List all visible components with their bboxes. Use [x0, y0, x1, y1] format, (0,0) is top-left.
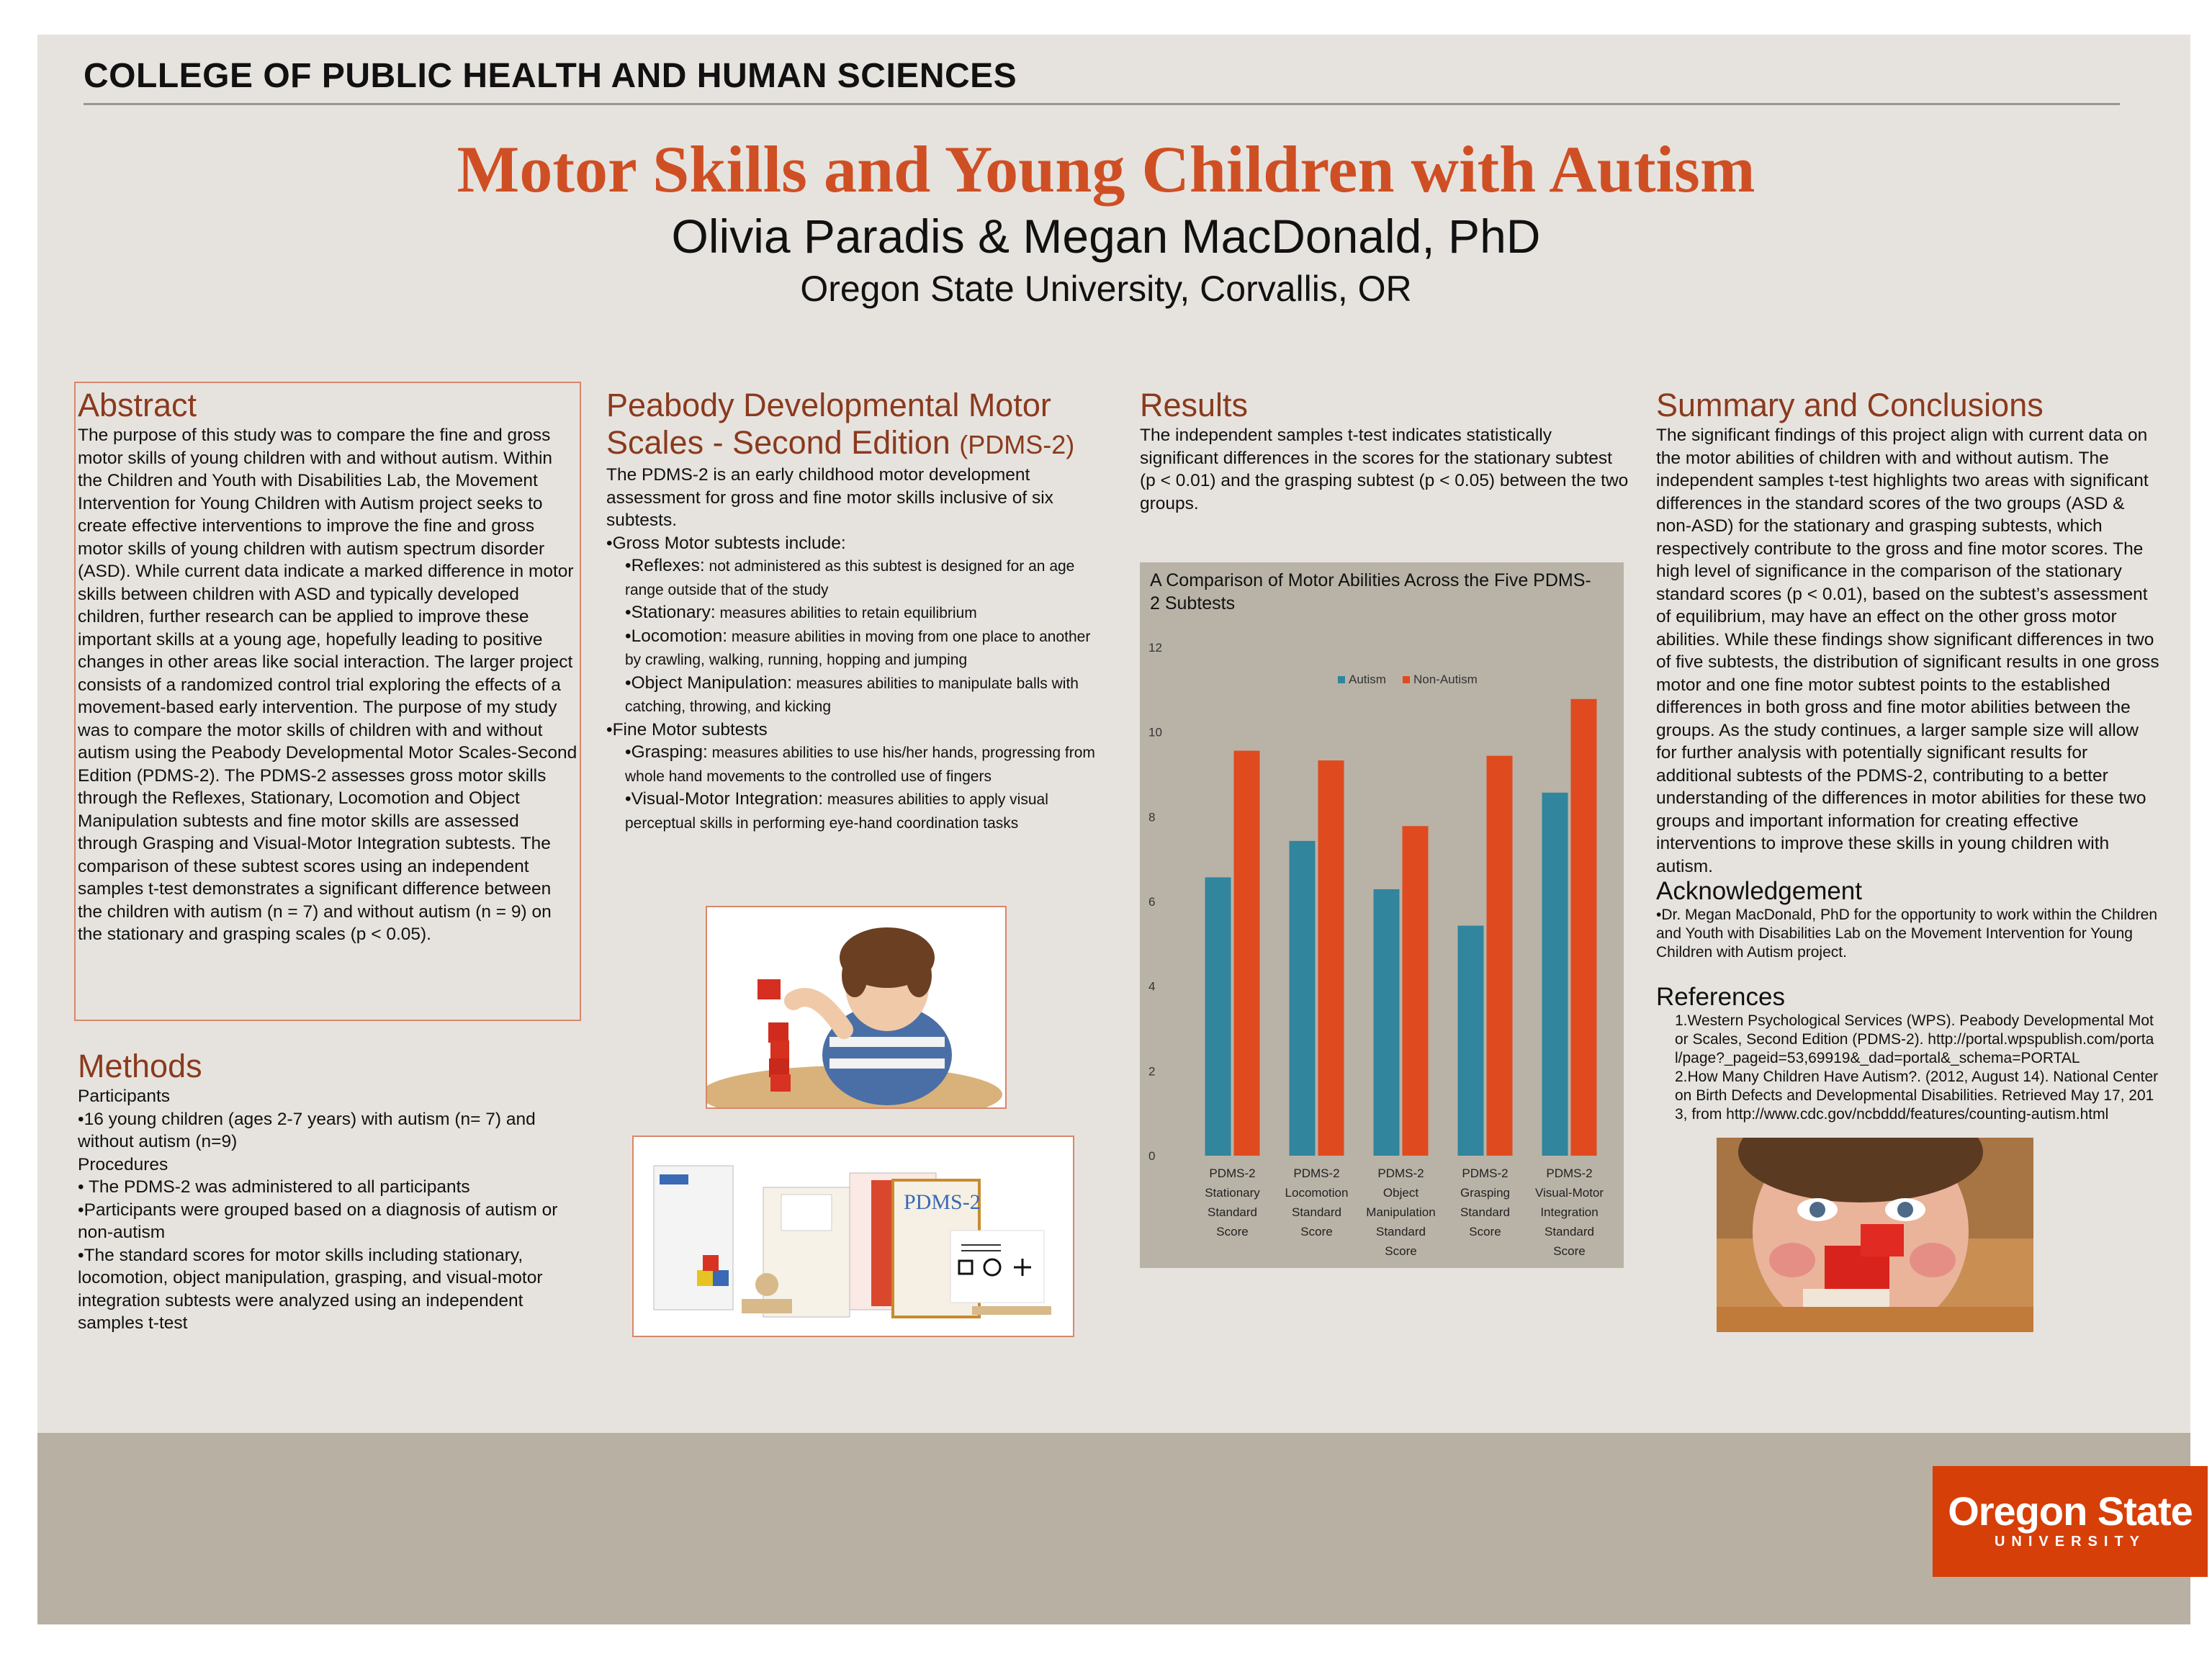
- acknowledgement-section: [1656, 877, 2160, 962]
- x-tick-label: PDMS-2 Object Manipulation Standard Score: [1366, 1166, 1436, 1258]
- bar-chart: [1140, 562, 1624, 1268]
- acknowledgement-text: •Dr. Megan MacDonald, PhD for the opportunity to work within the Children and Youth with Disabilities Lab on the Movement Intervention for Young Children with Autism project.: [1656, 907, 2158, 961]
- poster-title: Motor Skills and Young Children with Autism: [457, 132, 1755, 206]
- participants-label: Participants: [78, 1087, 171, 1106]
- subtest-desc: measure abilities in moving from one place to another by crawling, walking, running, hopping and jumping: [625, 628, 1091, 668]
- reference-item: 2.How Many Children Have Autism?. (2012, August 14). National Center on Birth Defects and Developmental Disabilities. Retrieved May 17, 2013, from http://www.cdc.gov/ncbddd/features/counting-autism.html: [1675, 1069, 2159, 1123]
- fine-motor-label: •Fine Motor subtests: [606, 719, 768, 739]
- subtest-term: •Locomotion:: [625, 626, 728, 646]
- subtest-item: [606, 554, 1110, 601]
- bar: [1458, 926, 1484, 1156]
- bar: [1318, 760, 1344, 1156]
- bar: [1290, 841, 1316, 1156]
- oregon-state-logo: [1933, 1466, 2208, 1577]
- footer-band: [37, 1433, 2190, 1624]
- abstract-text: The purpose of this study was to compare the fine and gross motor skills of young children with and without autism. Within the Children and Youth with Disabilities Lab, the Movement Intervention for Young Children with Autism project seeks to create effective interventions to improve the fine and gross motor skills of young children with autism spectrum disorder (ASD). While current data indicate a marked difference in motor skills between children with ASD and typically developed children, further research can be applied to improve these important skills at a young age, hopefully leading to positive changes in other areas like social interaction. The larger project consists of a randomized control trial exploring the effects of a movement-based early intervention. The purpose of my study was to compare the motor skills of children with and without autism using the Peabody Developmental Motor Scales-Second Edition (PDMS-2). The PDMS-2 assesses gross motor skills through the Reflexes, Stationary, Locomotion and Object Manipulation subtests and fine motor skills are assessed through Grasping and Visual-Motor Integration subtests. The comparison of these subtest scores using an independent samples t-test demonstrates a significant difference between the children with autism (n = 7) and without autism (n = 9) on the stationary and grasping scales (p < 0.05).: [78, 426, 577, 944]
- subtest-item: [606, 601, 1110, 625]
- results-heading: Results: [1140, 387, 1249, 423]
- subtest-item: [606, 741, 1110, 788]
- subtest-term: •Grasping:: [625, 742, 708, 762]
- child-block-illustration: [1717, 1138, 2033, 1332]
- participants-text: •16 young children (ages 2-7 years) with autism (n= 7) and without autism (n=9): [78, 1109, 536, 1151]
- subtest-term: •Reflexes:: [625, 556, 705, 575]
- pdms-section: [606, 387, 1110, 835]
- y-tick-label: 10: [1148, 725, 1162, 739]
- college-name: COLLEGE OF PUBLIC HEALTH AND HUMAN SCIENCES: [84, 57, 1017, 95]
- subtest-desc: measures abilities to manipulate balls with catching, throwing, and kicking: [625, 675, 1079, 715]
- y-tick-label: 6: [1148, 895, 1156, 909]
- y-tick-label: 0: [1148, 1149, 1156, 1163]
- subtest-desc: measures abilities to use his/her hands, progressing from whole hand movements to the controlled use of fingers: [625, 745, 1095, 785]
- chart-title: A Comparison of Motor Abilities Across the Five PDMS-2 Subtests: [1150, 570, 1591, 613]
- subtest-desc: not administered as this subtest is designed for an age range outside that of the study: [625, 558, 1075, 598]
- results-section: [1140, 387, 1629, 515]
- subtest-item: [606, 672, 1110, 719]
- legend-label: Non-Autism: [1413, 673, 1478, 686]
- x-tick-label: PDMS-2 Grasping Standard Score: [1460, 1166, 1510, 1238]
- logo-main-text: Oregon State: [1948, 1488, 2193, 1534]
- legend-swatch: [1403, 676, 1410, 683]
- kit-book-label: PDMS-2: [904, 1190, 981, 1214]
- gross-motor-label: •Gross Motor subtests include:: [606, 533, 846, 553]
- bar: [1374, 889, 1400, 1156]
- logo-sub-text: UNIVERSITY: [1994, 1534, 2146, 1550]
- pdms-heading-suffix: (PDMS-2): [959, 430, 1075, 459]
- legend-label: Autism: [1349, 673, 1386, 686]
- bar: [1205, 877, 1231, 1156]
- pdms-heading-main: Peabody Developmental Motor Scales - Second Edition: [606, 387, 1051, 461]
- procedures-label: Procedures: [78, 1154, 168, 1174]
- methods-section: [78, 1048, 579, 1335]
- y-tick-label: 4: [1148, 979, 1156, 994]
- bar: [1234, 751, 1260, 1156]
- reference-item: 1.Western Psychological Services (WPS). Peabody Developmental Motor Scales, Second Edition (PDMS-2). http://portal.wpspublish.com/portal/page?_pageid=53,69919&_dad=portal&_schema=PORTAL: [1675, 1012, 2154, 1066]
- abstract-heading: Abstract: [78, 387, 197, 423]
- references-heading: References: [1656, 983, 1785, 1011]
- subtest-item: [606, 788, 1110, 835]
- y-tick-label: 8: [1148, 810, 1156, 824]
- x-tick-label: PDMS-2 Visual-Motor Integration Standard Score: [1534, 1166, 1604, 1258]
- y-tick-label: 12: [1148, 641, 1162, 655]
- acknowledgement-heading: Acknowledgement: [1656, 877, 1862, 905]
- pdms-kit-illustration: [634, 1137, 1073, 1336]
- procedure-item: •Participants were grouped based on a diagnosis of autism or non-autism: [78, 1200, 558, 1242]
- summary-text: The significant findings of this project align with current data on the motor abilities of children with and without autism. The independent samples t-test highlights two areas with significant differences in the standard scores of the two groups (ASD & non-ASD) for the stationary and grasping subtests, which respectively contribute to the gross and fine motor scores. The high level of significance in the comparison of the stationary standard scores (p < 0.01), based on the subtest’s assessment of equilibrium, may have an effect on the other gross motor abilities. While these findings show significant differences in two of five subtests, the distribution of significant results in one gross motor and one fine motor subtest points to the established differences in both gross and fine motor abilities between the groups. As the study continues, a larger sample size will allow for further analysis with potentially significant results for additional subtests of the PDMS-2, contributing to a better understanding of the differences in motor abilities for these two groups and important information for creating effective interventions to improve these skills in young children with autism.: [1656, 426, 2159, 876]
- authors: Olivia Paradis & Megan MacDonald, PhD: [671, 210, 1541, 263]
- procedure-item: •The standard scores for motor skills including stationary, locomotion, object manipulation, grasping, and visual-motor integration subtests were analyzed using an independent samples t-test: [78, 1245, 543, 1333]
- procedure-item: • The PDMS-2 was administered to all participants: [78, 1177, 470, 1197]
- pdms-heading: [606, 387, 1110, 464]
- header-divider: [84, 103, 2120, 105]
- affiliation: Oregon State University, Corvallis, OR: [800, 269, 1412, 309]
- subtest-desc: measures abilities to apply visual perceptual skills in performing eye-hand coordination tasks: [625, 791, 1048, 832]
- abstract-section: [78, 387, 579, 946]
- bar: [1542, 793, 1568, 1156]
- x-tick-label: PDMS-2 Locomotion Standard Score: [1285, 1166, 1349, 1238]
- references-section: [1656, 983, 2160, 1124]
- methods-heading: Methods: [78, 1048, 202, 1084]
- legend-swatch: [1338, 676, 1345, 683]
- pdms-intro: The PDMS-2 is an early childhood motor development assessment for gross and fine motor skills inclusive of six subtests.: [606, 465, 1053, 530]
- results-text: The independent samples t-test indicates statistically significant differences in the scores for the stationary subtest (p < 0.01) and the grasping subtest (p < 0.05) between the two groups.: [1140, 426, 1629, 513]
- subtest-term: •Object Manipulation:: [625, 673, 792, 693]
- summary-heading: Summary and Conclusions: [1656, 387, 2044, 423]
- bar: [1403, 826, 1429, 1156]
- summary-section: [1656, 387, 2160, 878]
- subtest-item: [606, 625, 1110, 672]
- subtest-term: •Stationary:: [625, 603, 716, 622]
- x-tick-label: PDMS-2 Stationary Standard Score: [1205, 1166, 1260, 1238]
- child-stacking-blocks-photo: [706, 906, 1007, 1109]
- bar: [1487, 756, 1513, 1156]
- subtest-term: •Visual-Motor Integration:: [625, 789, 824, 809]
- pdms-kit-photo: [632, 1136, 1074, 1337]
- subtest-desc: measures abilities to retain equilibrium: [715, 605, 977, 621]
- y-tick-label: 2: [1148, 1064, 1156, 1079]
- child-with-block-photo: [1717, 1138, 2033, 1332]
- child-photo-illustration: [707, 907, 1005, 1107]
- bar: [1571, 699, 1597, 1156]
